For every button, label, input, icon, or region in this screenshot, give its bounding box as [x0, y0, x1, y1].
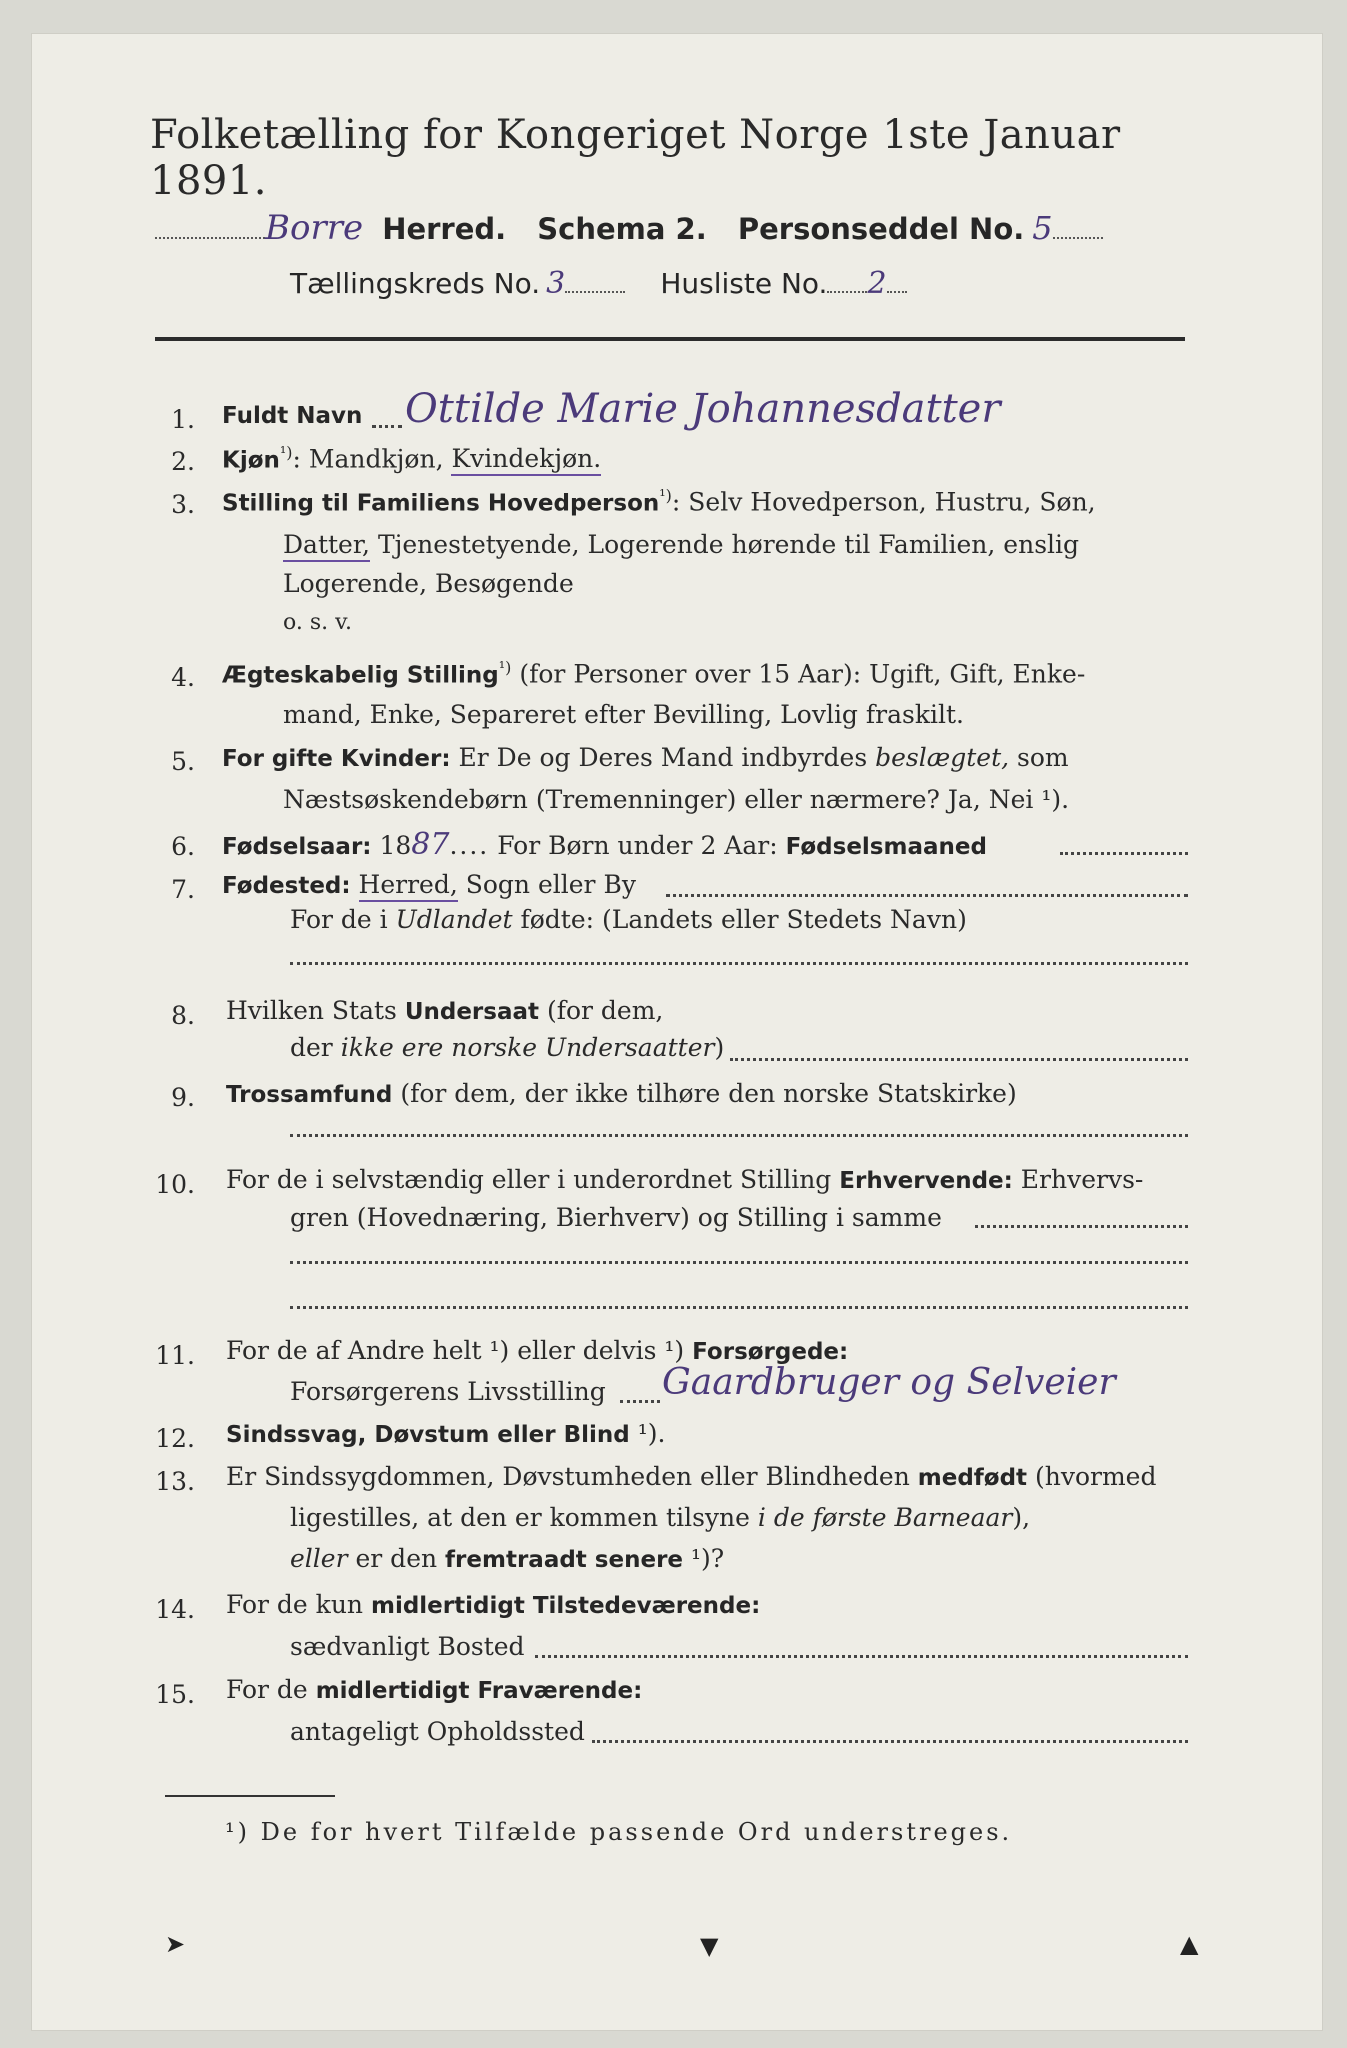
year-prefix: 18 [371, 831, 412, 860]
item-5-label: For gifte Kvinder: [222, 746, 451, 772]
item-number: 5. [171, 747, 195, 776]
dotted-fill [290, 962, 1188, 965]
item-7-line-2 [290, 905, 967, 934]
item-12-label: Sindssvag, Døvstum eller Blind [226, 1422, 630, 1448]
item-10-label: Erhvervende: [839, 1168, 1013, 1194]
item-9-label: Trossamfund [226, 1082, 393, 1108]
item-14-text: For de kun [226, 1590, 371, 1619]
footnote-ref: ¹) [279, 443, 293, 462]
item-13-line-3 [290, 1544, 724, 1573]
item-2-options: : Mandkjøn, [292, 444, 452, 474]
item-7-text-italic: Udlandet [395, 905, 513, 934]
item-7-label: Fødested: [222, 873, 351, 899]
item-13-line-1 [226, 1462, 1156, 1491]
footnote-rule [165, 1795, 335, 1797]
item-5-text: Er De og Deres Mand indbyrdes [450, 743, 876, 772]
item-12-text: ¹). [629, 1419, 666, 1448]
item-3-selected: Datter, [283, 530, 370, 562]
personseddel-label: Personseddel No. [737, 212, 1025, 246]
item-number: 9. [171, 1083, 195, 1112]
item-1-label: Fuldt Navn [222, 403, 363, 429]
personseddel-number: 5 [1032, 209, 1053, 247]
item-3-options: Tjenestetyende, Logerende hørende til Familien, enslig [370, 530, 1080, 559]
item-15-label: midlertidigt Fraværende: [315, 1678, 643, 1704]
item-number: 8. [171, 1001, 195, 1030]
item-13-line-2 [290, 1503, 1030, 1532]
item-5-line-1 [222, 743, 1069, 772]
item-4-line-2: mand, Enke, Separeret efter Bevilling, Lovlig fraskilt. [283, 700, 964, 729]
husliste-label: Husliste No. [660, 267, 828, 300]
item-13-text: ¹)? [683, 1544, 725, 1573]
herred-handwritten: Borre [265, 208, 364, 248]
item-10-text: For de i selvstændig eller i underordnet Stilling [226, 1165, 840, 1194]
provider-occupation-handwritten: Gaardbruger og Selveier [662, 1362, 1116, 1403]
item-13-text-italic: i de første Barneaar [757, 1503, 1013, 1532]
dotted-fill [290, 1134, 1188, 1137]
item-7-text: Sogn eller By [457, 870, 636, 899]
husliste-number: 2 [867, 266, 887, 301]
item-15-line-1 [226, 1675, 642, 1704]
dotted-fill [1053, 237, 1103, 239]
item-12-disability [226, 1419, 665, 1448]
item-10-line-1 [226, 1165, 1143, 1194]
item-13-text: er den [347, 1544, 446, 1573]
footnote: ¹) De for hvert Tilfælde passende Ord understreges. [225, 1818, 1013, 1846]
item-13-label: medfødt [917, 1465, 1028, 1491]
item-4-options: (for Personer over 15 Aar): Ugift, Gift, Enke- [511, 659, 1086, 689]
item-5-text-italic: beslægtet, [875, 743, 1010, 772]
item-number: 4. [171, 663, 195, 692]
dotted-fill [535, 1655, 1188, 1658]
item-8-text: Hvilken Stats [226, 996, 405, 1025]
dotted-fill [1060, 852, 1188, 855]
item-9-religion [226, 1079, 1017, 1108]
item-6-birth-year [222, 827, 987, 862]
item-11-line-1 [226, 1336, 848, 1365]
item-7-text: fødte: (Landets eller Stedets Navn) [512, 905, 967, 934]
dotted-fill [730, 1058, 1188, 1061]
dotted-fill [975, 1225, 1188, 1228]
item-13-text: ligestilles, at den er kommen tilsyne [290, 1503, 758, 1532]
item-5-line-2: Næstsøskendebørn (Tremenninger) eller nærmere? Ja, Nei ¹). [283, 785, 1070, 814]
item-3-line-2 [283, 530, 1079, 559]
item-8-line-2 [290, 1033, 724, 1062]
item-3-label: Stilling til Familiens Hovedperson [222, 490, 660, 517]
item-2-sex [222, 443, 601, 473]
item-13-text: (hvormed [1027, 1462, 1157, 1491]
item-6-text: For Børn under 2 Aar: [489, 831, 786, 860]
item-8-text: ) [714, 1033, 725, 1062]
item-13-text: Er Sindssygdommen, Døvstumheden eller Blindheden [226, 1462, 918, 1491]
item-8-text-italic: ikke ere norske Undersaatter [340, 1033, 715, 1062]
item-8-label: Undersaat [404, 999, 539, 1025]
kreds-label: Tællingskreds No. [290, 267, 541, 300]
item-3-options: : Selv Hovedperson, Hustru, Søn, [671, 487, 1096, 517]
registration-mark-icon: ▲ [1180, 1930, 1199, 1958]
form-title: Folketælling for Kongeriget Norge 1ste Januar 1891. [150, 112, 1121, 204]
item-number: 15. [155, 1680, 195, 1709]
dotted-fill: .... [449, 831, 490, 860]
registration-mark-icon: ▼ [700, 1932, 719, 1960]
item-11-label: Forsørgede: [692, 1339, 849, 1365]
item-11-text: For de af Andre helt ¹) eller delvis ¹) [226, 1336, 693, 1365]
item-number: 11. [155, 1341, 195, 1370]
item-7-text: For de i [290, 905, 396, 934]
dotted-fill [887, 291, 907, 293]
dotted-fill [290, 1261, 1188, 1264]
item-4-label: Ægteskabelig Stilling [222, 662, 499, 689]
dotted-fill [155, 237, 265, 239]
item-number: 12. [155, 1424, 195, 1453]
item-11-line-2: Forsørgerens Livsstilling [290, 1377, 606, 1406]
registration-mark-icon: ➤ [165, 1930, 186, 1958]
dotted-fill [290, 1306, 1188, 1309]
item-3-line-3: Logerende, Besøgende [283, 569, 574, 598]
item-8-text: der [290, 1033, 341, 1062]
item-2-selected: Kvindekjøn. [451, 444, 601, 476]
item-number: 2. [171, 447, 195, 476]
dotted-fill [620, 1400, 660, 1403]
name-handwritten: Ottilde Marie Johannesdatter [405, 386, 1001, 432]
item-14-label: midlertidigt Tilstedeværende: [370, 1593, 761, 1619]
herred-label: Herred. [382, 212, 507, 246]
dotted-fill [372, 425, 402, 428]
dotted-fill [666, 894, 1188, 897]
item-15-text: For de [226, 1675, 316, 1704]
item-number: 10. [155, 1170, 195, 1199]
item-5-text: som [1009, 743, 1069, 772]
item-3-line-4: o. s. v. [283, 610, 352, 635]
item-number: 13. [155, 1467, 195, 1496]
item-1-full-name [222, 400, 362, 429]
header-line-herred [155, 208, 1185, 248]
item-number: 1. [171, 405, 195, 434]
item-7-line-1 [222, 870, 636, 899]
header-rule [155, 337, 1185, 341]
dotted-fill [565, 291, 625, 293]
item-14-line-2: sædvanligt Bosted [290, 1632, 525, 1661]
footnote-ref: ¹) [498, 658, 512, 677]
item-number: 3. [171, 490, 195, 519]
item-13-label-2: fremtraadt senere [445, 1547, 684, 1573]
item-number: 6. [171, 832, 195, 861]
item-14-line-1 [226, 1590, 760, 1619]
census-form-page [32, 34, 1322, 2030]
header-line-kreds [290, 266, 1110, 306]
item-9-text: (for dem, der ikke tilhøre den norske Statskirke) [392, 1079, 1017, 1108]
item-3-line-1 [222, 486, 1096, 516]
item-8-text: (for dem, [539, 996, 664, 1025]
item-13-text: ), [1012, 1503, 1031, 1532]
item-13-text-italic: eller [290, 1544, 348, 1573]
dotted-fill [592, 1740, 1188, 1743]
footnote-ref: ¹) [659, 486, 672, 505]
item-number: 14. [155, 1595, 195, 1624]
item-10-text: Erhvervs- [1012, 1165, 1144, 1194]
item-number: 7. [171, 875, 195, 904]
dotted-fill [827, 291, 867, 293]
item-10-line-2: gren (Hovednæring, Bierhverv) og Stilling i samme [290, 1203, 942, 1232]
item-15-line-2: antageligt Opholdssted [290, 1717, 585, 1746]
item-6-label-2: Fødselsmaaned [785, 834, 987, 860]
schema-label: Schema 2. [537, 212, 707, 246]
item-2-label: Kjøn [222, 447, 280, 474]
item-4-line-1 [222, 658, 1085, 688]
item-8-line-1 [226, 996, 663, 1025]
item-6-label: Fødselsaar: [222, 834, 372, 860]
kreds-number: 3 [546, 266, 566, 301]
item-7-selected: Herred, [359, 870, 458, 902]
birth-year-handwritten: 87 [411, 827, 450, 862]
